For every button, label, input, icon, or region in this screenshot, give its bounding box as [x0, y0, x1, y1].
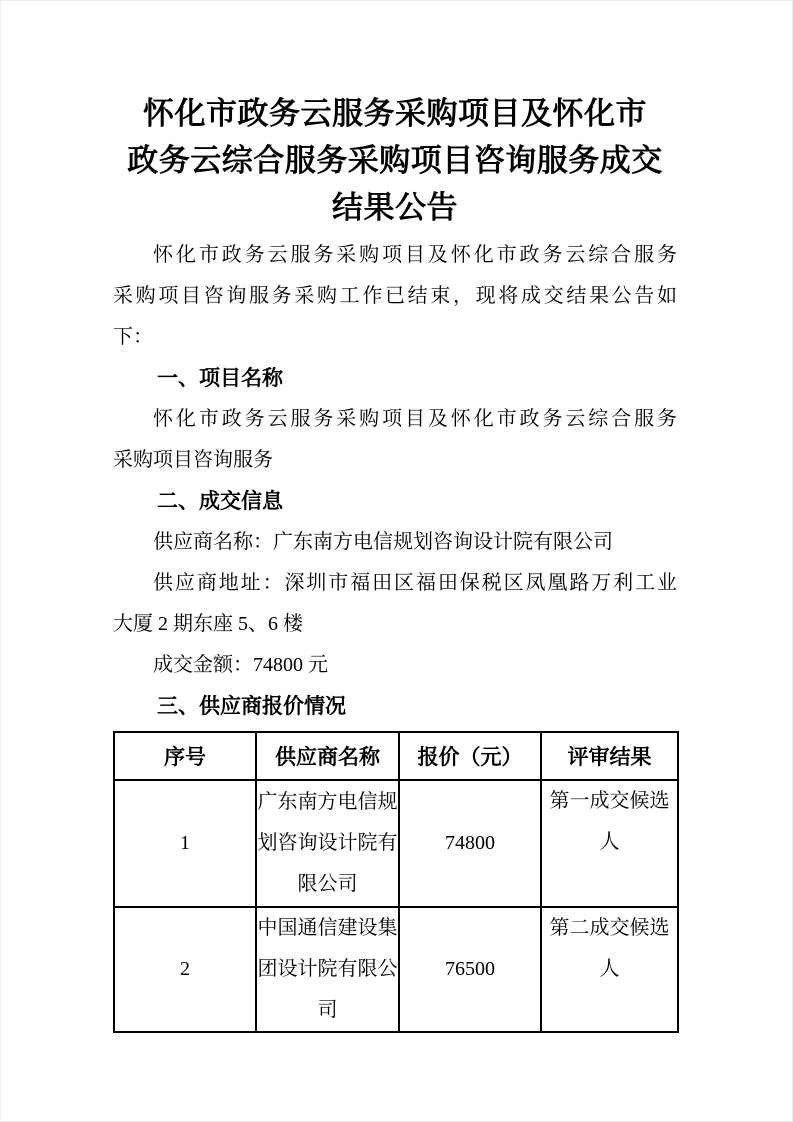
section-2-heading: 二、成交信息 [157, 490, 283, 513]
row-1-result: 第一成交候选人 [541, 780, 678, 907]
row-1-no: 1 [114, 780, 256, 907]
quote-table-head [114, 732, 678, 780]
quote-table-body [114, 780, 678, 1032]
row-1-price: 74800 [399, 780, 541, 907]
title-line-2: 政务云综合服务采购项目咨询服务成交 [127, 143, 663, 178]
project-name-line-2: 采购项目咨询服务 [113, 449, 273, 471]
table-header-supplier: 供应商名称 [256, 732, 399, 780]
section-1-heading: 一、项目名称 [157, 367, 283, 390]
section-3-heading: 三、供应商报价情况 [157, 695, 346, 718]
supplier-address-paragraph [113, 563, 677, 645]
supplier-address-line-2: 大厦 2 期东座 5、6 楼 [113, 613, 303, 635]
intro-line-3: 下： [113, 326, 153, 348]
title-line-3: 结果公告 [332, 190, 458, 225]
document-title [113, 90, 677, 231]
quote-table [113, 731, 679, 1033]
table-header-no: 序号 [114, 732, 256, 780]
row-1-supplier: 广东南方电信规划咨询设计院有限公司 [256, 780, 399, 907]
supplier-address-line-1: 供应商地址：深圳市福田区福田保税区凤凰路万利工业 [153, 572, 677, 594]
row-2-result: 第二成交候选人 [541, 907, 678, 1032]
table-header-result: 评审结果 [541, 732, 678, 780]
table-header-price: 报价（元） [399, 732, 541, 780]
project-name-line-1: 怀化市政务云服务采购项目及怀化市政务云综合服务 [153, 408, 677, 430]
table-header-row [114, 732, 678, 780]
supplier-name-line: 供应商名称：广东南方电信规划咨询设计院有限公司 [153, 531, 613, 553]
row-2-supplier: 中国通信建设集团设计院有限公司 [256, 907, 399, 1032]
intro-line-2: 采购项目咨询服务采购工作已结束，现将成交结果公告如 [113, 285, 677, 307]
table-row [114, 907, 678, 1032]
project-name-paragraph [113, 399, 677, 481]
row-2-price: 76500 [399, 907, 541, 1032]
document-content [113, 90, 677, 1033]
row-2-no: 2 [114, 907, 256, 1032]
intro-paragraph [113, 235, 677, 358]
intro-line-1: 怀化市政务云服务采购项目及怀化市政务云综合服务 [153, 244, 677, 266]
table-row [114, 780, 678, 907]
title-line-1: 怀化市政务云服务采购项目及怀化市 [143, 96, 647, 131]
deal-amount-line: 成交金额：74800 元 [153, 654, 328, 676]
